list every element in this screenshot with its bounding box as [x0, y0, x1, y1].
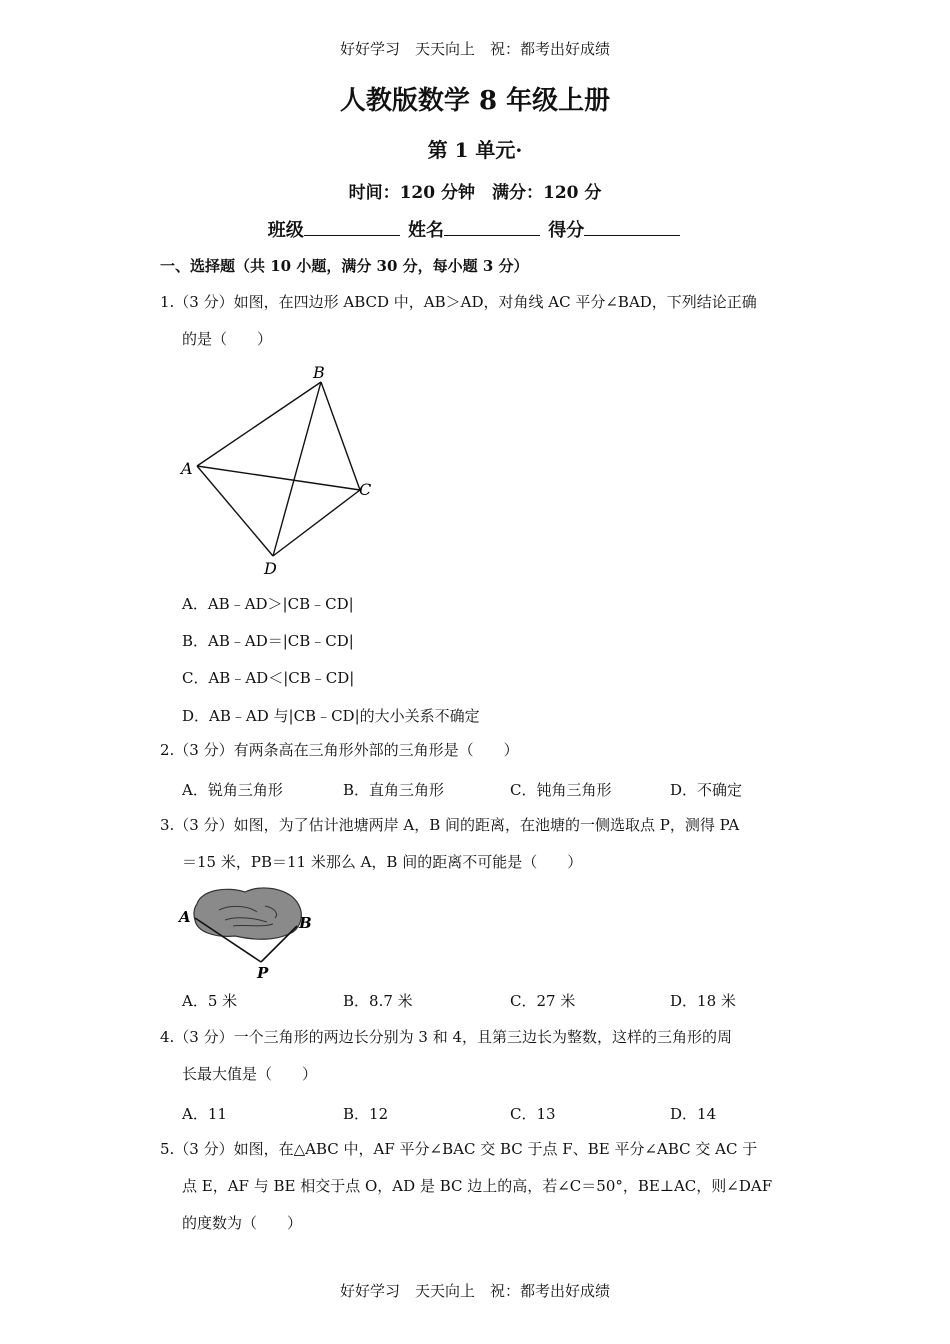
question-4-option-a[interactable]: A．11 [182, 1105, 227, 1123]
quadrilateral-figure [175, 360, 385, 580]
student-info-fields [0, 216, 950, 242]
question-4-line2: 长最大值是（ ） [182, 1065, 318, 1083]
label-a: A [179, 908, 191, 926]
label-a: A [181, 459, 193, 478]
section-heading: 一、选择题（共 10 小题，满分 30 分，每小题 3 分） [160, 257, 529, 275]
edge-bc [321, 382, 360, 490]
question-2-option-d[interactable]: D．不确定 [670, 781, 743, 799]
unit-heading: 第 1 单元· [427, 138, 523, 162]
question-1-option-c[interactable]: C．AB﹣AD＜|CB﹣CD| [182, 669, 355, 687]
label-p: P [257, 964, 269, 982]
pond-figure [175, 880, 325, 982]
score-blank[interactable] [584, 217, 680, 236]
class-blank[interactable] [304, 217, 400, 236]
question-3-option-a[interactable]: A．5 米 [182, 992, 238, 1010]
question-3-option-d[interactable]: D．18 米 [670, 992, 736, 1010]
question-5-line1: 5.（3 分）如图，在△ABC 中，AF 平分∠BAC 交 BC 于点 F、BE 平分∠ABC 交 AC 于 [160, 1140, 758, 1158]
question-3-option-c[interactable]: C．27 米 [510, 992, 576, 1010]
label-d: D [264, 559, 277, 578]
pond-shape [194, 888, 301, 939]
class-label: 班级 [267, 220, 304, 241]
question-1-line1: 1.（3 分）如图，在四边形 ABCD 中，AB＞AD，对角线 AC 平分∠BAD，下列结论正确 [160, 293, 757, 311]
question-4-option-b[interactable]: B．12 [343, 1105, 389, 1123]
edge-da [197, 466, 273, 556]
question-1 [160, 284, 795, 358]
time-and-score-info: 时间：120 分钟 满分：120 分 [348, 183, 602, 203]
question-5 [160, 1131, 795, 1242]
edge-cd [273, 490, 360, 556]
score-label: 得分 [548, 220, 585, 241]
question-2-option-a[interactable]: A．锐角三角形 [182, 781, 283, 799]
diagonal-ac [197, 466, 360, 490]
question-4-option-c[interactable]: C．13 [510, 1105, 556, 1123]
question-4 [160, 1019, 795, 1093]
question-1-option-b[interactable]: B．AB﹣AD＝|CB﹣CD| [182, 632, 354, 650]
name-label: 姓名 [408, 220, 444, 241]
diagonal-bd [273, 382, 321, 556]
question-1-line2: 的是（ ） [182, 330, 273, 348]
question-3-line2: ＝15 米，PB＝11 米那么 A，B 间的距离不可能是（ ） [182, 853, 583, 871]
label-b: B [299, 914, 312, 932]
question-3-option-b[interactable]: B．8.7 米 [343, 992, 413, 1010]
name-blank[interactable] [444, 217, 540, 236]
page-header: 好好学习 天天向上 祝：都考出好成绩 [339, 40, 610, 58]
page-footer: 好好学习 天天向上 祝：都考出好成绩 [339, 1282, 610, 1300]
question-2-option-b[interactable]: B．直角三角形 [343, 781, 445, 799]
question-4-option-d[interactable]: D．14 [670, 1105, 717, 1123]
question-4-line1: 4.（3 分）一个三角形的两边长分别为 3 和 4，且第三边长为整数，这样的三角形的周 [160, 1028, 733, 1046]
question-2 [160, 732, 795, 769]
label-b: B [313, 363, 325, 382]
document-title: 人教版数学 8 年级上册 [339, 86, 611, 116]
question-2-line1: 2.（3 分）有两条高在三角形外部的三角形是（ ） [160, 741, 519, 759]
question-1-option-a[interactable]: A．AB﹣AD＞|CB﹣CD| [182, 595, 354, 613]
question-1-option-d[interactable]: D．AB﹣AD 与|CB﹣CD|的大小关系不确定 [182, 707, 480, 725]
label-c: C [359, 480, 372, 499]
question-2-option-c[interactable]: C．钝角三角形 [510, 781, 612, 799]
question-3 [160, 807, 795, 881]
edge-ab [197, 382, 321, 466]
question-5-line3: 的度数为（ ） [182, 1214, 303, 1232]
question-3-line1: 3.（3 分）如图，为了估计池塘两岸 A，B 间的距离，在池塘的一侧选取点 P，测得 PA [160, 816, 740, 834]
question-5-line2: 点 E，AF 与 BE 相交于点 O，AD 是 BC 边上的高，若∠C＝50°，BE⊥AC，则∠DAF [182, 1177, 773, 1195]
